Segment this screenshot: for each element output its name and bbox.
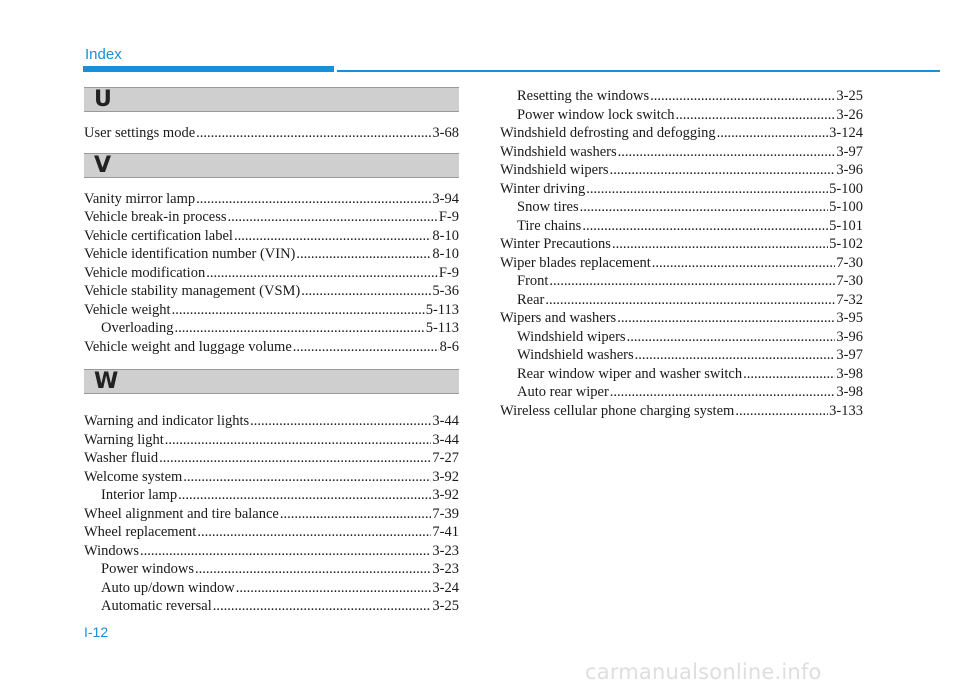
index-subentry: Resetting the windows ..... 3-25: [500, 87, 863, 106]
index-entry: Windshield washers ..... 3-97: [500, 143, 863, 162]
index-entry: Welcome system ..... 3-92: [84, 468, 459, 487]
index-subentry: Automatic reversal ..... 3-25: [84, 597, 459, 616]
entries-w-continued: [500, 87, 863, 420]
index-subentry: Auto up/down window ..... 3-24: [84, 579, 459, 598]
index-entry: Wheel alignment and tire balance ..... 7-39: [84, 505, 459, 524]
section-header-v: [84, 153, 459, 178]
index-entry: Wipers and washers ..... 3-95: [500, 309, 863, 328]
index-subentry: Power window lock switch ..... 3-26: [500, 106, 863, 125]
header-rule: [337, 70, 940, 72]
index-entry: Windshield wipers ..... 3-96: [500, 161, 863, 180]
index-subentry: Interior lamp ..... 3-92: [84, 486, 459, 505]
index-entry: Vehicle identification number (VIN) ..... 8-10: [84, 245, 459, 264]
section-letter: W: [94, 369, 119, 394]
index-subentry: Tire chains ..... 5-101: [500, 217, 863, 236]
index-entry: Winter driving ..... 5-100: [500, 180, 863, 199]
entries-v: [84, 190, 459, 357]
index-entry: Wiper blades replacement ..... 7-30: [500, 254, 863, 273]
index-subentry: Windshield washers ..... 3-97: [500, 346, 863, 365]
index-entry: Windshield defrosting and defogging ..... 3-124: [500, 124, 863, 143]
index-entry: Vehicle stability management (VSM) ..... 5-36: [84, 282, 459, 301]
index-subentry: Snow tires ..... 5-100: [500, 198, 863, 217]
watermark: carmanualsonline.info: [585, 660, 822, 684]
index-entry: Vehicle modification ..... F-9: [84, 264, 459, 283]
entries-w: [84, 412, 459, 616]
entries-u: [84, 124, 459, 143]
index-entry: Vehicle break-in process ..... F-9: [84, 208, 459, 227]
page-number: I-12: [84, 624, 109, 640]
index-entry: Vehicle certification label ..... 8-10: [84, 227, 459, 246]
section-header-w: [84, 369, 459, 394]
index-entry: Warning and indicator lights ..... 3-44: [84, 412, 459, 431]
index-subentry: Rear ..... 7-32: [500, 291, 863, 310]
index-subentry: Auto rear wiper ..... 3-98: [500, 383, 863, 402]
index-entry: Vehicle weight and luggage volume ..... 8-6: [84, 338, 459, 357]
index-entry: Winter Precautions ..... 5-102: [500, 235, 863, 254]
index-entry: Wireless cellular phone charging system ..... 3-133: [500, 402, 863, 421]
index-entry: User settings mode ..... 3-68: [84, 124, 459, 143]
index-subentry: Windshield wipers ..... 3-96: [500, 328, 863, 347]
index-entry: Wheel replacement ..... 7-41: [84, 523, 459, 542]
index-subentry: Rear window wiper and washer switch ..... 3-98: [500, 365, 863, 384]
index-column-right: [500, 87, 863, 420]
page-title: Index: [85, 46, 122, 63]
index-entry: Windows ..... 3-23: [84, 542, 459, 561]
index-entry: Vanity mirror lamp ..... 3-94: [84, 190, 459, 209]
section-letter: U: [94, 87, 112, 112]
header-accent-bar: [83, 66, 334, 72]
index-subentry: Power windows ..... 3-23: [84, 560, 459, 579]
index-subentry: Overloading ..... 5-113: [84, 319, 459, 338]
section-letter: V: [94, 152, 112, 178]
index-entry: Warning light ..... 3-44: [84, 431, 459, 450]
index-entry: Washer fluid ..... 7-27: [84, 449, 459, 468]
index-subentry: Front ..... 7-30: [500, 272, 863, 291]
section-header-u: [84, 87, 459, 112]
index-entry: Vehicle weight ..... 5-113: [84, 301, 459, 320]
index-column-left: [84, 87, 459, 616]
